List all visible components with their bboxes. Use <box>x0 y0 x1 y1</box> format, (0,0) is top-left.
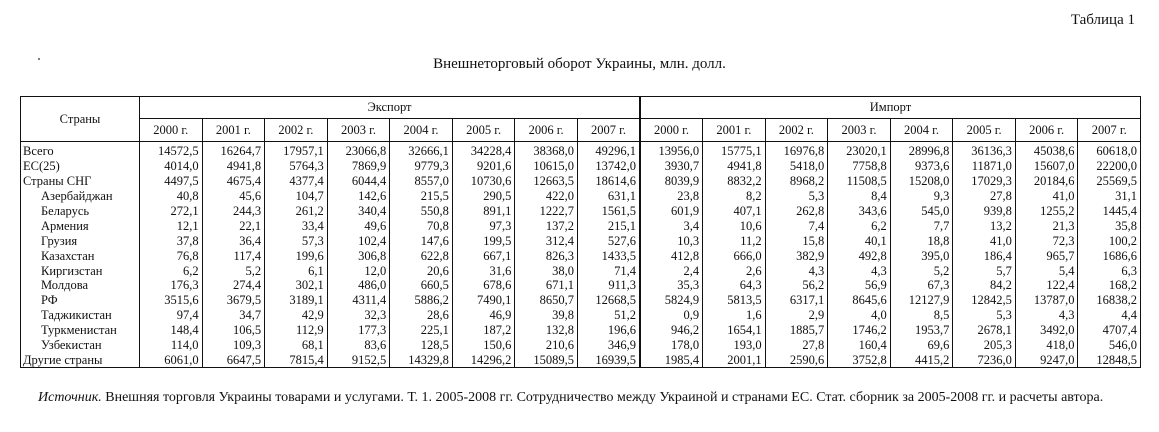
import-value: 41,0 <box>1015 189 1078 204</box>
import-value: 22200,0 <box>1078 159 1141 174</box>
export-value: 550,8 <box>390 204 453 219</box>
import-value: 56,2 <box>765 278 828 293</box>
import-value: 9373,6 <box>890 159 953 174</box>
export-value: 33,4 <box>265 218 328 233</box>
import-value: 8039,9 <box>640 174 703 189</box>
export-value: 10615,0 <box>515 159 578 174</box>
export-year-header: 2004 г. <box>390 119 453 142</box>
import-value: 946,2 <box>640 323 703 338</box>
import-value: 69,6 <box>890 338 953 353</box>
import-value: 2001,1 <box>703 352 766 367</box>
export-value: 306,8 <box>327 248 390 263</box>
export-value: 911,3 <box>577 278 640 293</box>
export-value: 104,7 <box>265 189 328 204</box>
import-value: 601,9 <box>640 204 703 219</box>
import-value: 10,6 <box>703 218 766 233</box>
export-value: 51,2 <box>577 308 640 323</box>
export-value: 678,6 <box>452 278 515 293</box>
import-value: 9,3 <box>890 189 953 204</box>
import-value: 35,3 <box>640 278 703 293</box>
export-year-header: 2001 г. <box>202 119 265 142</box>
import-value: 15,8 <box>765 233 828 248</box>
export-year-header: 2000 г. <box>140 119 203 142</box>
export-value: 147,6 <box>390 233 453 248</box>
export-value: 199,5 <box>452 233 515 248</box>
export-value: 274,4 <box>202 278 265 293</box>
export-value: 826,3 <box>515 248 578 263</box>
export-value: 12663,5 <box>515 174 578 189</box>
import-value: 168,2 <box>1078 278 1141 293</box>
import-value: 23,8 <box>640 189 703 204</box>
import-value: 27,8 <box>953 189 1016 204</box>
export-value: 4014,0 <box>140 159 203 174</box>
import-value: 21,3 <box>1015 218 1078 233</box>
table-row <box>21 248 1141 263</box>
country-name: Азербайджан <box>21 189 140 204</box>
import-value: 4,3 <box>828 263 891 278</box>
export-value: 9779,3 <box>390 159 453 174</box>
country-name: Армения <box>21 218 140 233</box>
import-value: 2,9 <box>765 308 828 323</box>
import-value: 11508,5 <box>828 174 891 189</box>
import-value: 11871,0 <box>953 159 1016 174</box>
import-value: 27,8 <box>765 338 828 353</box>
import-value: 13956,0 <box>640 142 703 159</box>
export-value: 16264,7 <box>202 142 265 159</box>
import-value: 2678,1 <box>953 323 1016 338</box>
import-value: 7758,8 <box>828 159 891 174</box>
import-value: 382,9 <box>765 248 828 263</box>
table-row <box>21 233 1141 248</box>
import-value: 13787,0 <box>1015 293 1078 308</box>
export-value: 46,9 <box>452 308 515 323</box>
export-value: 210,6 <box>515 338 578 353</box>
import-value: 3930,7 <box>640 159 703 174</box>
export-value: 102,4 <box>327 233 390 248</box>
import-value: 6,3 <box>1078 263 1141 278</box>
export-value: 70,8 <box>390 218 453 233</box>
export-value: 5886,2 <box>390 293 453 308</box>
import-year-header: 2007 г. <box>1078 119 1141 142</box>
import-value: 12848,5 <box>1078 352 1141 367</box>
import-value: 40,1 <box>828 233 891 248</box>
export-value: 38,0 <box>515 263 578 278</box>
export-value: 34228,4 <box>452 142 515 159</box>
import-value: 666,0 <box>703 248 766 263</box>
export-value: 6061,0 <box>140 352 203 367</box>
export-value: 22,1 <box>202 218 265 233</box>
export-value: 4675,4 <box>202 174 265 189</box>
import-value: 64,3 <box>703 278 766 293</box>
export-value: 486,0 <box>327 278 390 293</box>
export-value: 23066,8 <box>327 142 390 159</box>
table-row <box>21 204 1141 219</box>
country-name: Другие страны <box>21 352 140 367</box>
import-value: 0,9 <box>640 308 703 323</box>
table-row <box>21 293 1141 308</box>
export-value: 6647,5 <box>202 352 265 367</box>
countries-header: Страны <box>21 97 140 142</box>
export-value: 8650,7 <box>515 293 578 308</box>
import-value: 3752,8 <box>828 352 891 367</box>
import-value: 12842,5 <box>953 293 1016 308</box>
export-value: 71,4 <box>577 263 640 278</box>
import-value: 17029,3 <box>953 174 1016 189</box>
import-value: 35,8 <box>1078 218 1141 233</box>
country-name: Молдова <box>21 278 140 293</box>
source-label: Источник. <box>38 390 102 405</box>
export-value: 106,5 <box>202 323 265 338</box>
export-value: 622,8 <box>390 248 453 263</box>
import-value: 15775,1 <box>703 142 766 159</box>
import-value: 492,8 <box>828 248 891 263</box>
export-value: 132,8 <box>515 323 578 338</box>
export-value: 36,4 <box>202 233 265 248</box>
export-value: 302,1 <box>265 278 328 293</box>
import-year-header: 2005 г. <box>953 119 1016 142</box>
export-value: 97,3 <box>452 218 515 233</box>
import-value: 6,2 <box>828 218 891 233</box>
export-value: 137,2 <box>515 218 578 233</box>
export-value: 15089,5 <box>515 352 578 367</box>
export-value: 8557,0 <box>390 174 453 189</box>
export-value: 42,9 <box>265 308 328 323</box>
export-header: Экспорт <box>140 97 641 119</box>
export-value: 1222,7 <box>515 204 578 219</box>
import-year-header: 2004 г. <box>890 119 953 142</box>
table-row <box>21 263 1141 278</box>
import-value: 9247,0 <box>1015 352 1078 367</box>
export-value: 272,1 <box>140 204 203 219</box>
import-value: 5,4 <box>1015 263 1078 278</box>
source-text: Внешняя торговля Украины товарами и услугами. Т. 1. 2005-2008 гг. Сотрудничество между Украиной и странами ЕС. Стат. сборник за 2005-2008 гг. и расчеты автора. <box>101 390 1104 405</box>
export-value: 7490,1 <box>452 293 515 308</box>
export-value: 4377,4 <box>265 174 328 189</box>
export-value: 14329,8 <box>390 352 453 367</box>
import-value: 56,9 <box>828 278 891 293</box>
export-value: 17957,1 <box>265 142 328 159</box>
import-value: 545,0 <box>890 204 953 219</box>
export-year-header: 2002 г. <box>265 119 328 142</box>
export-value: 199,6 <box>265 248 328 263</box>
import-value: 412,8 <box>640 248 703 263</box>
export-year-header: 2003 г. <box>327 119 390 142</box>
export-value: 346,9 <box>577 338 640 353</box>
export-value: 671,1 <box>515 278 578 293</box>
export-value: 187,2 <box>452 323 515 338</box>
export-value: 37,8 <box>140 233 203 248</box>
import-value: 2,6 <box>703 263 766 278</box>
import-value: 395,0 <box>890 248 953 263</box>
import-value: 60618,0 <box>1078 142 1141 159</box>
import-value: 5,2 <box>890 263 953 278</box>
country-name: Беларусь <box>21 204 140 219</box>
export-value: 6,1 <box>265 263 328 278</box>
export-value: 4941,8 <box>202 159 265 174</box>
export-value: 142,6 <box>327 189 390 204</box>
export-value: 215,5 <box>390 189 453 204</box>
export-value: 891,1 <box>452 204 515 219</box>
country-name: ЕС(25) <box>21 159 140 174</box>
export-value: 12,0 <box>327 263 390 278</box>
import-value: 100,2 <box>1078 233 1141 248</box>
export-value: 97,4 <box>140 308 203 323</box>
table-row <box>21 218 1141 233</box>
export-value: 16939,5 <box>577 352 640 367</box>
export-value: 32666,1 <box>390 142 453 159</box>
import-value: 45038,6 <box>1015 142 1078 159</box>
export-value: 76,8 <box>140 248 203 263</box>
import-value: 8,2 <box>703 189 766 204</box>
export-value: 12668,5 <box>577 293 640 308</box>
export-value: 68,1 <box>265 338 328 353</box>
export-value: 83,6 <box>327 338 390 353</box>
export-value: 225,1 <box>390 323 453 338</box>
import-year-header: 2002 г. <box>765 119 828 142</box>
import-value: 2590,6 <box>765 352 828 367</box>
country-name: Казахстан <box>21 248 140 263</box>
import-value: 5813,5 <box>703 293 766 308</box>
import-value: 262,8 <box>765 204 828 219</box>
import-year-header: 2003 г. <box>828 119 891 142</box>
import-value: 1654,1 <box>703 323 766 338</box>
import-value: 160,4 <box>828 338 891 353</box>
export-value: 114,0 <box>140 338 203 353</box>
export-value: 112,9 <box>265 323 328 338</box>
export-value: 9201,6 <box>452 159 515 174</box>
import-value: 8968,2 <box>765 174 828 189</box>
country-name: Узбекистан <box>21 338 140 353</box>
country-name: Таджикистан <box>21 308 140 323</box>
import-value: 10,3 <box>640 233 703 248</box>
import-value: 343,6 <box>828 204 891 219</box>
country-name: РФ <box>21 293 140 308</box>
import-year-header: 2001 г. <box>703 119 766 142</box>
table-row <box>21 189 1141 204</box>
trade-table <box>20 96 1141 368</box>
export-value: 9152,5 <box>327 352 390 367</box>
export-value: 12,1 <box>140 218 203 233</box>
country-name: Киргизстан <box>21 263 140 278</box>
import-value: 41,0 <box>953 233 1016 248</box>
import-value: 407,1 <box>703 204 766 219</box>
import-value: 1255,2 <box>1015 204 1078 219</box>
import-value: 193,0 <box>703 338 766 353</box>
import-value: 4941,8 <box>703 159 766 174</box>
export-value: 290,5 <box>452 189 515 204</box>
import-value: 4,3 <box>1015 308 1078 323</box>
export-value: 667,1 <box>452 248 515 263</box>
import-value: 1445,4 <box>1078 204 1141 219</box>
import-value: 418,0 <box>1015 338 1078 353</box>
table-row <box>21 338 1141 353</box>
export-year-header: 2005 г. <box>452 119 515 142</box>
export-value: 5,2 <box>202 263 265 278</box>
import-value: 28996,8 <box>890 142 953 159</box>
import-value: 1885,7 <box>765 323 828 338</box>
export-value: 215,1 <box>577 218 640 233</box>
table-row <box>21 159 1141 174</box>
import-value: 16838,2 <box>1078 293 1141 308</box>
import-year-header: 2006 г. <box>1015 119 1078 142</box>
export-value: 527,6 <box>577 233 640 248</box>
table-row <box>21 174 1141 189</box>
export-value: 40,8 <box>140 189 203 204</box>
export-year-header: 2007 г. <box>577 119 640 142</box>
export-value: 49,6 <box>327 218 390 233</box>
import-value: 939,8 <box>953 204 1016 219</box>
export-value: 6044,4 <box>327 174 390 189</box>
import-value: 4,0 <box>828 308 891 323</box>
import-value: 84,2 <box>953 278 1016 293</box>
export-value: 18614,6 <box>577 174 640 189</box>
import-value: 1953,7 <box>890 323 953 338</box>
import-value: 8645,6 <box>828 293 891 308</box>
import-value: 7,7 <box>890 218 953 233</box>
export-value: 34,7 <box>202 308 265 323</box>
export-value: 176,3 <box>140 278 203 293</box>
import-value: 8,5 <box>890 308 953 323</box>
export-year-header: 2006 г. <box>515 119 578 142</box>
table-title: Внешнеторговый оборот Украины, млн. долл. <box>433 56 726 72</box>
import-value: 3,4 <box>640 218 703 233</box>
export-value: 1561,5 <box>577 204 640 219</box>
import-value: 5418,0 <box>765 159 828 174</box>
import-value: 7236,0 <box>953 352 1016 367</box>
import-value: 546,0 <box>1078 338 1141 353</box>
import-value: 15607,0 <box>1015 159 1078 174</box>
import-value: 4415,2 <box>890 352 953 367</box>
country-name: Всего <box>21 142 140 159</box>
import-value: 25569,5 <box>1078 174 1141 189</box>
import-value: 6317,1 <box>765 293 828 308</box>
export-value: 244,3 <box>202 204 265 219</box>
export-value: 5764,3 <box>265 159 328 174</box>
export-value: 117,4 <box>202 248 265 263</box>
import-value: 5,3 <box>765 189 828 204</box>
export-value: 14572,5 <box>140 142 203 159</box>
export-value: 39,8 <box>515 308 578 323</box>
export-value: 150,6 <box>452 338 515 353</box>
export-value: 312,4 <box>515 233 578 248</box>
import-value: 18,8 <box>890 233 953 248</box>
import-value: 20184,6 <box>1015 174 1078 189</box>
import-value: 16976,8 <box>765 142 828 159</box>
export-value: 1433,5 <box>577 248 640 263</box>
export-value: 3679,5 <box>202 293 265 308</box>
export-value: 45,6 <box>202 189 265 204</box>
import-value: 4,3 <box>765 263 828 278</box>
export-value: 7869,9 <box>327 159 390 174</box>
export-value: 660,5 <box>390 278 453 293</box>
export-value: 28,6 <box>390 308 453 323</box>
import-value: 13,2 <box>953 218 1016 233</box>
export-value: 422,0 <box>515 189 578 204</box>
export-value: 3515,6 <box>140 293 203 308</box>
export-value: 261,2 <box>265 204 328 219</box>
table-label: Таблица 1 <box>1070 12 1135 28</box>
table-row <box>21 142 1141 159</box>
import-value: 1746,2 <box>828 323 891 338</box>
import-value: 72,3 <box>1015 233 1078 248</box>
export-value: 38368,0 <box>515 142 578 159</box>
export-value: 14296,2 <box>452 352 515 367</box>
import-value: 5,7 <box>953 263 1016 278</box>
export-value: 109,3 <box>202 338 265 353</box>
table-row <box>21 278 1141 293</box>
import-value: 1,6 <box>703 308 766 323</box>
import-value: 186,4 <box>953 248 1016 263</box>
import-value: 2,4 <box>640 263 703 278</box>
import-value: 15208,0 <box>890 174 953 189</box>
table-row <box>21 352 1141 367</box>
export-value: 7815,4 <box>265 352 328 367</box>
export-value: 631,1 <box>577 189 640 204</box>
source-note <box>12 388 1142 408</box>
import-value: 31,1 <box>1078 189 1141 204</box>
import-value: 5,3 <box>953 308 1016 323</box>
import-value: 8,4 <box>828 189 891 204</box>
export-value: 57,3 <box>265 233 328 248</box>
import-value: 5824,9 <box>640 293 703 308</box>
export-value: 148,4 <box>140 323 203 338</box>
import-value: 67,3 <box>890 278 953 293</box>
import-value: 7,4 <box>765 218 828 233</box>
export-value: 3189,1 <box>265 293 328 308</box>
export-value: 196,6 <box>577 323 640 338</box>
import-value: 3492,0 <box>1015 323 1078 338</box>
export-value: 340,4 <box>327 204 390 219</box>
import-value: 1686,6 <box>1078 248 1141 263</box>
export-value: 4311,4 <box>327 293 390 308</box>
export-value: 177,3 <box>327 323 390 338</box>
table-row <box>21 323 1141 338</box>
import-value: 12127,9 <box>890 293 953 308</box>
export-value: 10730,6 <box>452 174 515 189</box>
import-value: 4707,4 <box>1078 323 1141 338</box>
export-value: 13742,0 <box>577 159 640 174</box>
import-value: 1985,4 <box>640 352 703 367</box>
import-value: 8832,2 <box>703 174 766 189</box>
import-value: 205,3 <box>953 338 1016 353</box>
export-value: 128,5 <box>390 338 453 353</box>
import-value: 965,7 <box>1015 248 1078 263</box>
import-value: 36136,3 <box>953 142 1016 159</box>
country-name: Туркменистан <box>21 323 140 338</box>
export-value: 4497,5 <box>140 174 203 189</box>
import-value: 11,2 <box>703 233 766 248</box>
export-value: 6,2 <box>140 263 203 278</box>
country-name: Грузия <box>21 233 140 248</box>
export-value: 31,6 <box>452 263 515 278</box>
import-header: Импорт <box>640 97 1141 119</box>
export-value: 32,3 <box>327 308 390 323</box>
country-name: Страны СНГ <box>21 174 140 189</box>
import-value: 178,0 <box>640 338 703 353</box>
table-row <box>21 308 1141 323</box>
import-value: 23020,1 <box>828 142 891 159</box>
import-value: 122,4 <box>1015 278 1078 293</box>
export-value: 49296,1 <box>577 142 640 159</box>
import-value: 4,4 <box>1078 308 1141 323</box>
import-year-header: 2000 г. <box>640 119 703 142</box>
export-value: 20,6 <box>390 263 453 278</box>
